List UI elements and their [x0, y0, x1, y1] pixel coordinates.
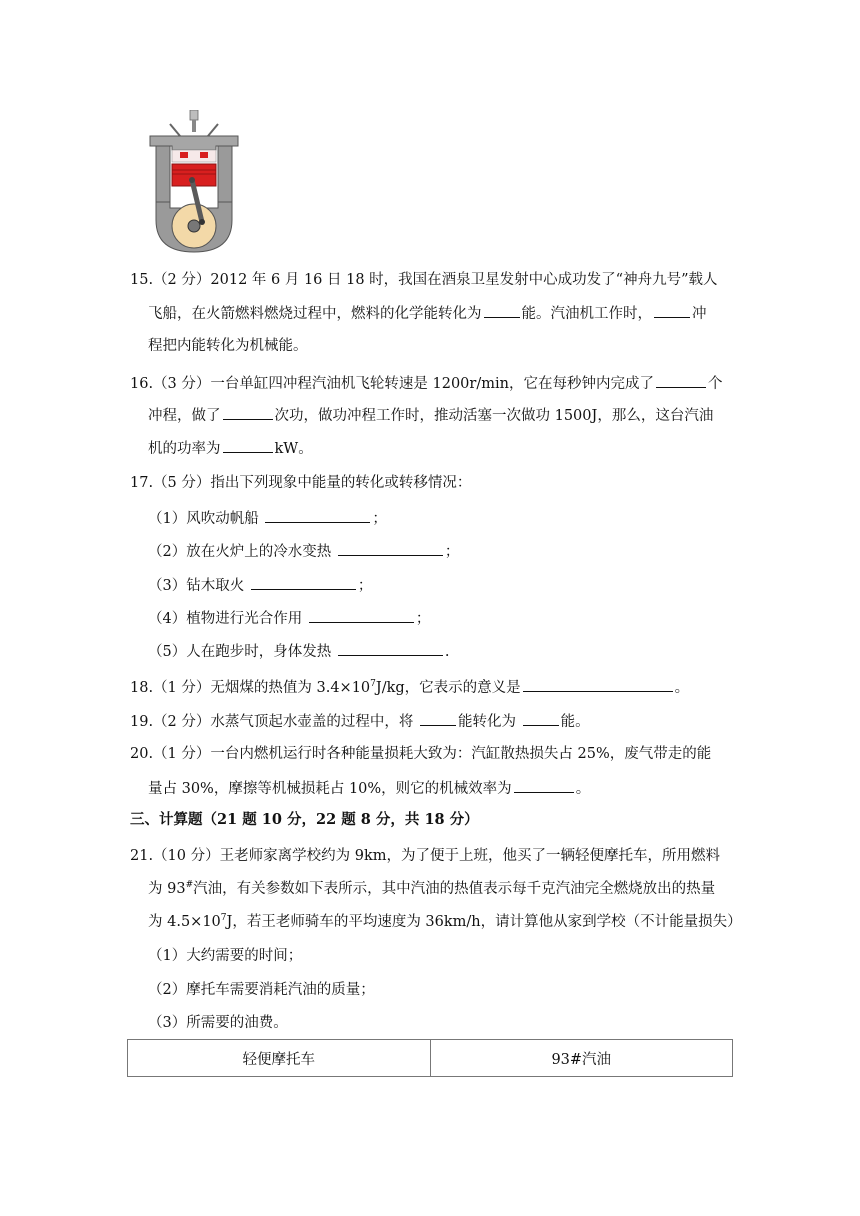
q21-text-c: 为 4.5×10 [148, 914, 221, 930]
q19-text-a: 19.（2 分）水蒸气顶起水壶盖的过程中，将 [130, 714, 414, 730]
q17-blank-1[interactable] [265, 507, 370, 523]
q21-line3 [148, 912, 742, 932]
q17-item-3 [148, 574, 372, 596]
q20-text-a: 量占 30%，摩擦等机械损耗占 10%，则它的机械效率为 [148, 781, 512, 797]
q20-blank[interactable] [514, 777, 574, 793]
q21-line1: 21.（10 分）王老师家离学校约为 9km，为了便于上班，他买了一辆轻便摩托车，所用燃料 [130, 848, 720, 864]
section-3-heading: 三、计算题（21 题 10 分，22 题 8 分，共 18 分） [130, 811, 479, 828]
q20-text-b: 。 [575, 781, 591, 797]
q16-text-b: 个 [707, 376, 723, 392]
table-cell-gasoline: 93#汽油 [430, 1040, 733, 1077]
q20-line2 [148, 777, 590, 799]
q16-text-f: kW。 [274, 441, 313, 457]
q15-blank-2[interactable] [654, 302, 690, 318]
q16-text-e: 机的功率为 [148, 441, 221, 457]
q21-text-a: 为 93 [148, 881, 186, 897]
q19-text-b: 能转化为 [458, 714, 517, 730]
q19-blank-1[interactable] [420, 710, 456, 726]
table-row [128, 1040, 733, 1077]
q21-sub-1: （1）大约需要的时间； [148, 948, 303, 964]
q17-item-2 [148, 540, 459, 562]
q15-text-a: 飞船，在火箭燃料燃烧过程中，燃料的化学能转化为 [148, 306, 482, 322]
q21-sub-2: （2）摩托车需要消耗汽油的质量； [148, 982, 375, 998]
q21-superscript-1: # [185, 880, 194, 891]
q18-text-b: J/kg，它表示的意义是 [375, 680, 521, 696]
q18-text-a: 18.（1 分）无烟煤的热值为 3.4×10 [130, 680, 371, 696]
q18-blank[interactable] [523, 676, 673, 692]
q17-stem: 17.（5 分）指出下列现象中能量的转化或转移情况： [130, 475, 472, 491]
q17-item-1-end: ； [372, 511, 387, 527]
q21-parameter-table [127, 1039, 733, 1077]
q18-text-c: 。 [674, 680, 690, 696]
q18-superscript: 7 [370, 679, 376, 690]
q21-text-b: 汽油，有关参数如下表所示，其中汽油的热值表示每千克汽油完全燃烧放出的热量 [193, 881, 716, 897]
q16-line2 [148, 404, 713, 426]
q19-line [130, 710, 590, 732]
q16-text-d: 次功，做功冲程工作时，推动活塞一次做功 1500J，那么，这台汽油 [274, 408, 714, 424]
q16-line3 [148, 437, 313, 459]
q19-blank-2[interactable] [523, 710, 559, 726]
q17-item-5-end: . [444, 644, 450, 660]
q17-item-3-end: ； [357, 578, 373, 594]
q16-line1 [130, 372, 722, 394]
q15-text-c: 冲 [692, 306, 707, 322]
q17-item-1 [148, 507, 387, 529]
q18-line [130, 676, 689, 698]
q20-line1: 20.（1 分）一台内燃机运行时各种能量损耗大致为：汽缸散热损失占 25%，废气带走的能 [130, 746, 712, 762]
q21-sub-3: （3）所需要的油费。 [148, 1015, 288, 1031]
q15-text-b: 能。汽油机工作时， [521, 306, 652, 322]
q17-item-4-end: ； [415, 611, 431, 627]
q21-superscript-2: 7 [220, 913, 227, 924]
q17-item-1-label: （1）风吹动帆船 [148, 511, 259, 527]
q15-line1: 15.（2 分）2012 年 6 月 16 日 18 时，我国在酒泉卫星发射中心成功发了“神舟九号”载人 [130, 272, 718, 288]
q21-text-d: J，若王老师骑车的平均速度为 36km/h，请计算他从家到学校（不计能量损失） [226, 914, 742, 930]
q17-item-2-end: ； [444, 544, 460, 560]
q21-line2 [148, 879, 715, 899]
q15-line2 [148, 302, 707, 324]
q17-blank-2[interactable] [338, 540, 443, 556]
q17-blank-3[interactable] [251, 574, 356, 590]
q17-item-5-label: （5）人在跑步时，身体发热 [148, 644, 332, 660]
q16-blank-1[interactable] [656, 372, 706, 388]
engine-diagram [146, 110, 242, 256]
q16-blank-3[interactable] [223, 437, 273, 453]
q16-text-a: 16.（3 分）一台单缸四冲程汽油机飞轮转速是 1200r/min，它在每秒钟内完成了 [130, 376, 654, 392]
q17-item-4-label: （4）植物进行光合作用 [148, 611, 303, 627]
q15-blank-1[interactable] [484, 302, 520, 318]
q17-blank-4[interactable] [309, 607, 414, 623]
q15-line3: 程把内能转化为机械能。 [148, 338, 308, 354]
q16-blank-2[interactable] [223, 404, 273, 420]
q17-item-2-label: （2）放在火炉上的冷水变热 [148, 544, 332, 560]
q17-item-3-label: （3）钻木取火 [148, 578, 245, 594]
q17-item-4 [148, 607, 430, 629]
table-cell-motorcycle: 轻便摩托车 [128, 1040, 431, 1077]
q17-item-5 [148, 640, 449, 662]
q16-text-c: 冲程，做了 [148, 408, 221, 424]
q17-blank-5[interactable] [338, 640, 443, 656]
q19-text-c: 能。 [560, 714, 590, 730]
